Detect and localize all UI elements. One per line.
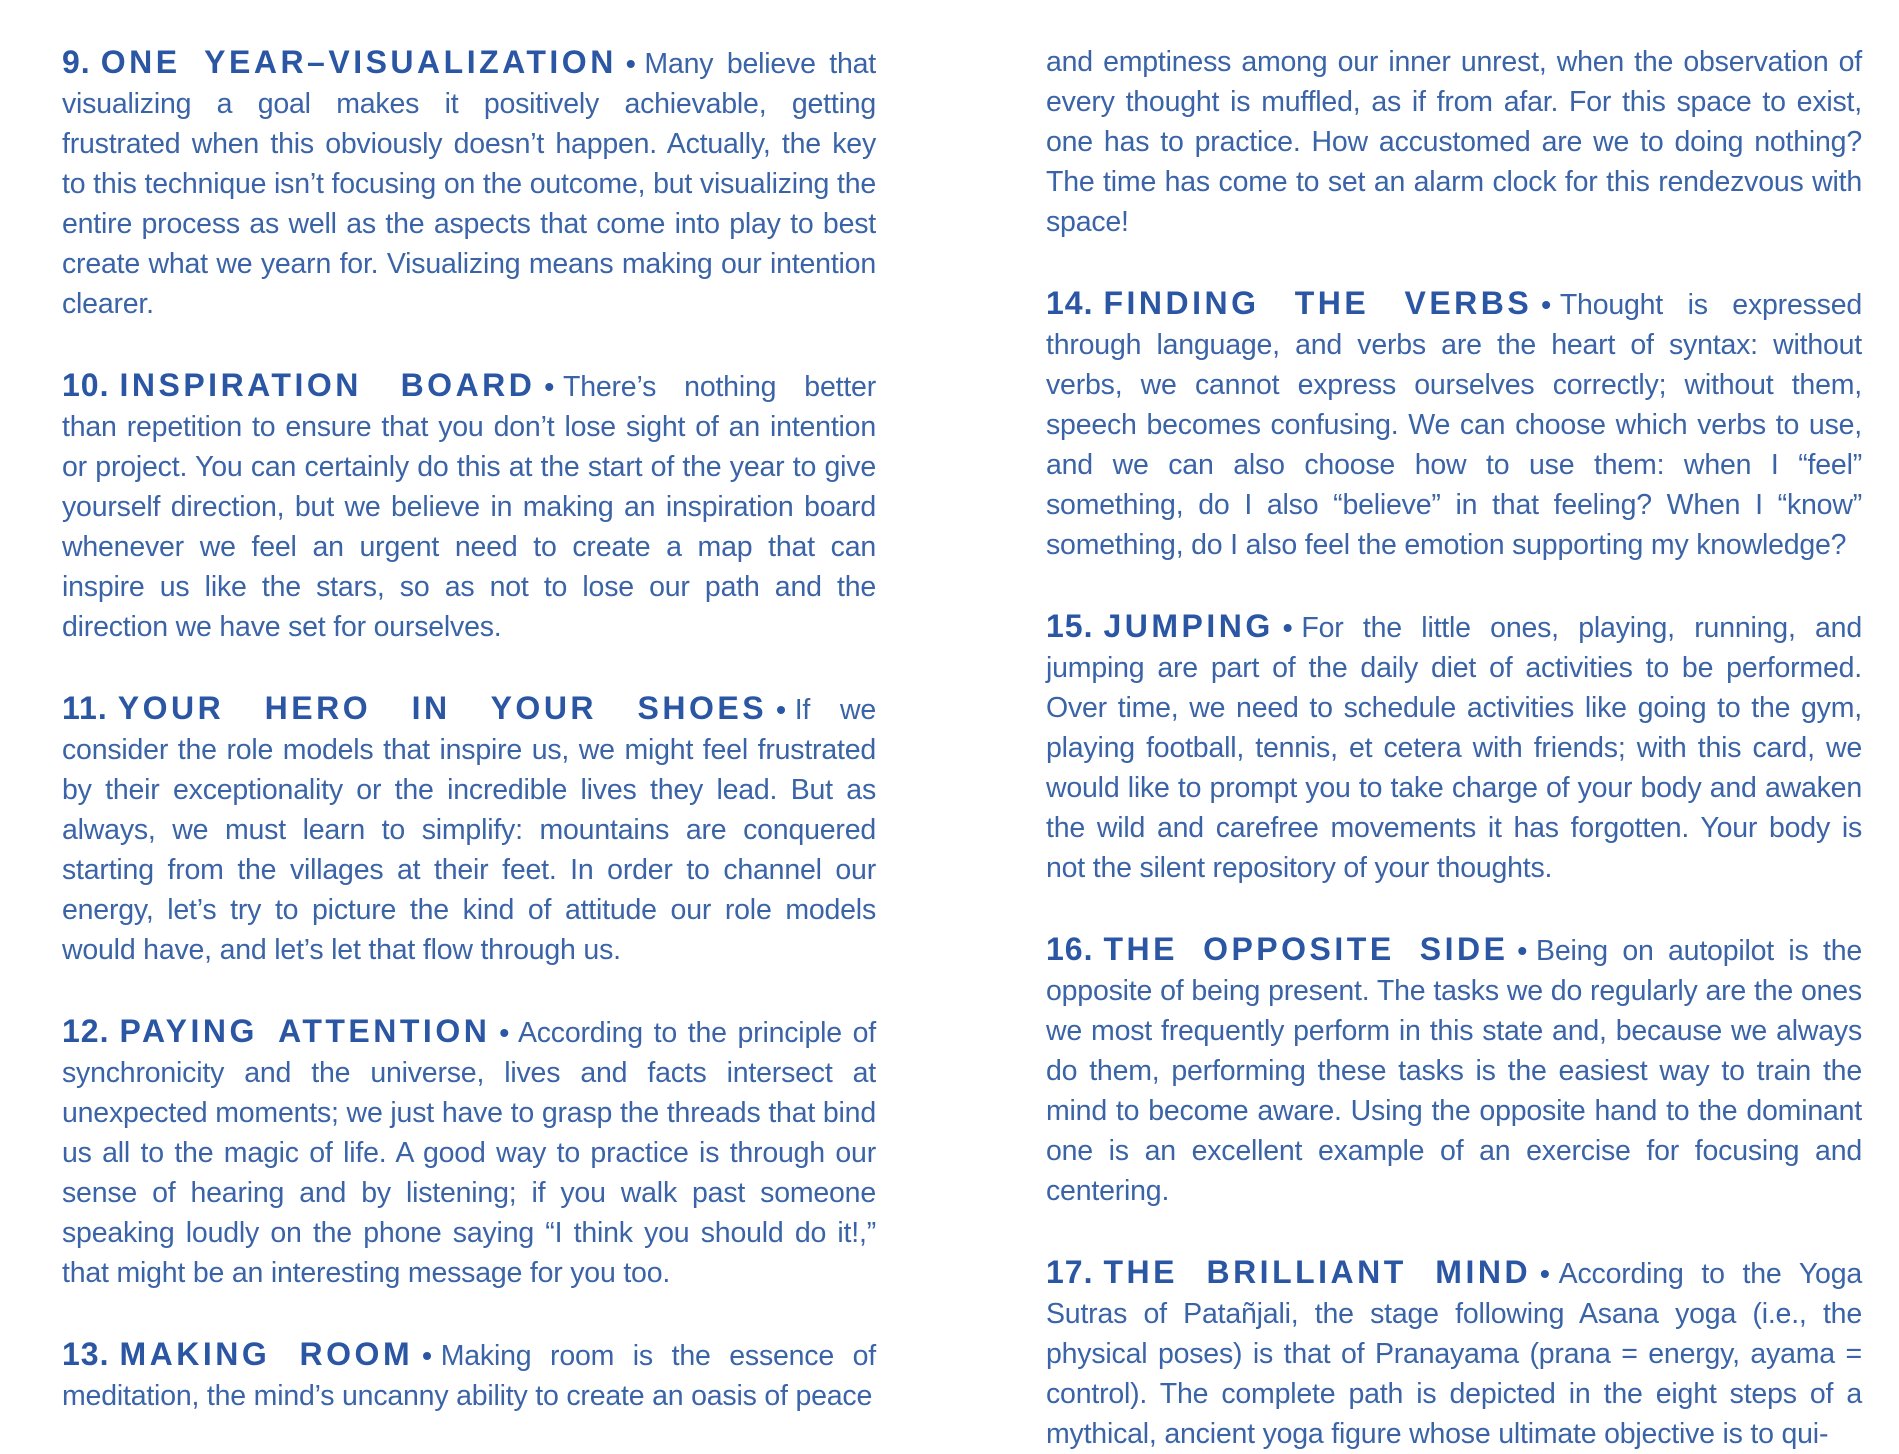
section-number: 14.	[1046, 285, 1094, 321]
section-body: Being on autopilot is the opposite of being present. The tasks we do regularly are the ones we most frequently perform in this state and, because we always do them, performing these tasks is the easiest way to train the mind to become aware. Using the opposite hand to the dominant one is an excellent example of an exercise for focusing and centering.	[1046, 935, 1862, 1207]
section-number: 10.	[62, 367, 110, 403]
section-number: 12.	[62, 1013, 110, 1049]
section	[62, 1334, 876, 1416]
section-body: There’s nothing better than repetition to ensure that you don’t lose sight of an intention or project. You can certainly do this at the start of the year to give yourself direction, but we believe in making an inspiration board whenever we feel an urgent need to create a map that can inspire us like the stars, so as not to lose our path and the direction we have set for ourselves.	[62, 371, 876, 643]
section	[62, 688, 876, 970]
bullet-icon: •	[499, 1017, 509, 1048]
bullet-icon: •	[1517, 935, 1528, 966]
section-heading	[1046, 1254, 1531, 1290]
section-body: If we consider the role models that inspire us, we might feel frustrated by their exceptionality or the incredible lives they lead. But as always, we must learn to simplify: mountains are conquered starting from the villages at their feet. In order to channel our energy, let’s try to picture the kind of attitude our role models would have, and let’s let that flow through us.	[62, 694, 877, 966]
section-body: Many believe that visualizing a goal makes it positively achievable, getting frustrated when this obviously doesn’t happen. Actually, the key to this technique isn’t focusing on the outcome, but visualizing the entire process as well as the aspects that come into play to best create what we yearn for. Visualizing means making our intention clearer.	[62, 48, 877, 320]
right-column	[1046, 42, 1862, 1454]
section-heading	[62, 367, 535, 403]
section-number: 16.	[1046, 931, 1094, 967]
section-body: For the little ones, playing, running, and jumping are part of the daily diet of activities to be performed. Over time, we need to schedule activities like going to the gym, playing football, tennis, et cetera with friends; with this card, we would like to prompt you to take charge of your body and awaken the wild and carefree movements it has forgotten. Your body is not the silent repository of your thoughts.	[1046, 612, 1862, 884]
section-title: YOUR HERO IN YOUR SHOES	[117, 690, 768, 726]
section-title: JUMPING	[1103, 608, 1274, 644]
section-heading	[62, 44, 617, 80]
section-heading	[1046, 931, 1508, 967]
section	[1046, 1252, 1862, 1454]
section	[1046, 283, 1862, 565]
section-number: 11.	[62, 690, 108, 726]
section	[1046, 929, 1862, 1211]
section-heading	[62, 1013, 490, 1049]
section-heading	[62, 690, 767, 726]
bullet-icon: •	[422, 1340, 432, 1371]
section	[62, 365, 876, 647]
section-number: 15.	[1046, 608, 1094, 644]
bullet-icon: •	[1540, 1258, 1550, 1289]
section-number: 9.	[62, 44, 91, 80]
section-number: 17.	[1046, 1254, 1094, 1290]
section-title: FINDING THE VERBS	[1103, 285, 1533, 321]
section	[62, 1011, 876, 1293]
section-body: Making room is the essence of meditation, the mind’s uncanny ability to create an oasis of peace	[62, 1340, 877, 1412]
section-heading	[1046, 285, 1532, 321]
section-heading	[62, 1336, 413, 1372]
section-title: THE OPPOSITE SIDE	[1103, 931, 1509, 967]
section-number: 13.	[62, 1336, 110, 1372]
section-title: ONE YEAR–VISUALIZATION	[100, 44, 617, 80]
section-heading	[1046, 608, 1274, 644]
section-title: MAKING ROOM	[119, 1336, 414, 1372]
bullet-icon: •	[1282, 612, 1293, 643]
continuation-paragraph: and emptiness among our inner unrest, when the observation of every thought is muffled, as if from afar. For this space to exist, one has to practice. How accustomed are we to doing nothing? The time has come to set an alarm clock for this rendezvous with space!	[1046, 46, 1862, 238]
section-title: PAYING ATTENTION	[119, 1013, 491, 1049]
bullet-icon: •	[776, 694, 786, 725]
bullet-icon: •	[625, 48, 636, 79]
left-column	[62, 42, 876, 1416]
bullet-icon: •	[544, 371, 554, 402]
section-title: INSPIRATION BOARD	[119, 367, 536, 403]
bullet-icon: •	[1541, 289, 1551, 320]
section-body: According to the principle of synchronicity and the universe, lives and facts intersect at unexpected moments; we just have to grasp the threads that bind us all to the magic of life. A good way to practice is through our sense of hearing and by listening; if you walk past someone speaking loudly on the phone saying “I think you should do it!,” that might be an interesting message for you too.	[62, 1017, 876, 1289]
section-title: THE BRILLIANT MIND	[1103, 1254, 1532, 1290]
section-body: Thought is expressed through language, and verbs are the heart of syntax: without verbs, we cannot express ourselves correctly; without them, speech becomes confusing. We can choose which verbs to use, and we can also choose how to use them: when I “feel” something, do I also “believe” in that feeling? When I “know” something, do I also feel the emotion supporting my knowledge?	[1046, 289, 1862, 561]
section-body: According to the Yoga Sutras of Patañjali, the stage following Asana yoga (i.e., the physical poses) is that of Pranayama (prana = energy, ayama = control). The complete path is depicted in the eight steps of a mythical, ancient yoga figure whose ultimate objective is to qui-	[1046, 1258, 1862, 1450]
section	[1046, 606, 1862, 888]
section	[62, 42, 876, 324]
